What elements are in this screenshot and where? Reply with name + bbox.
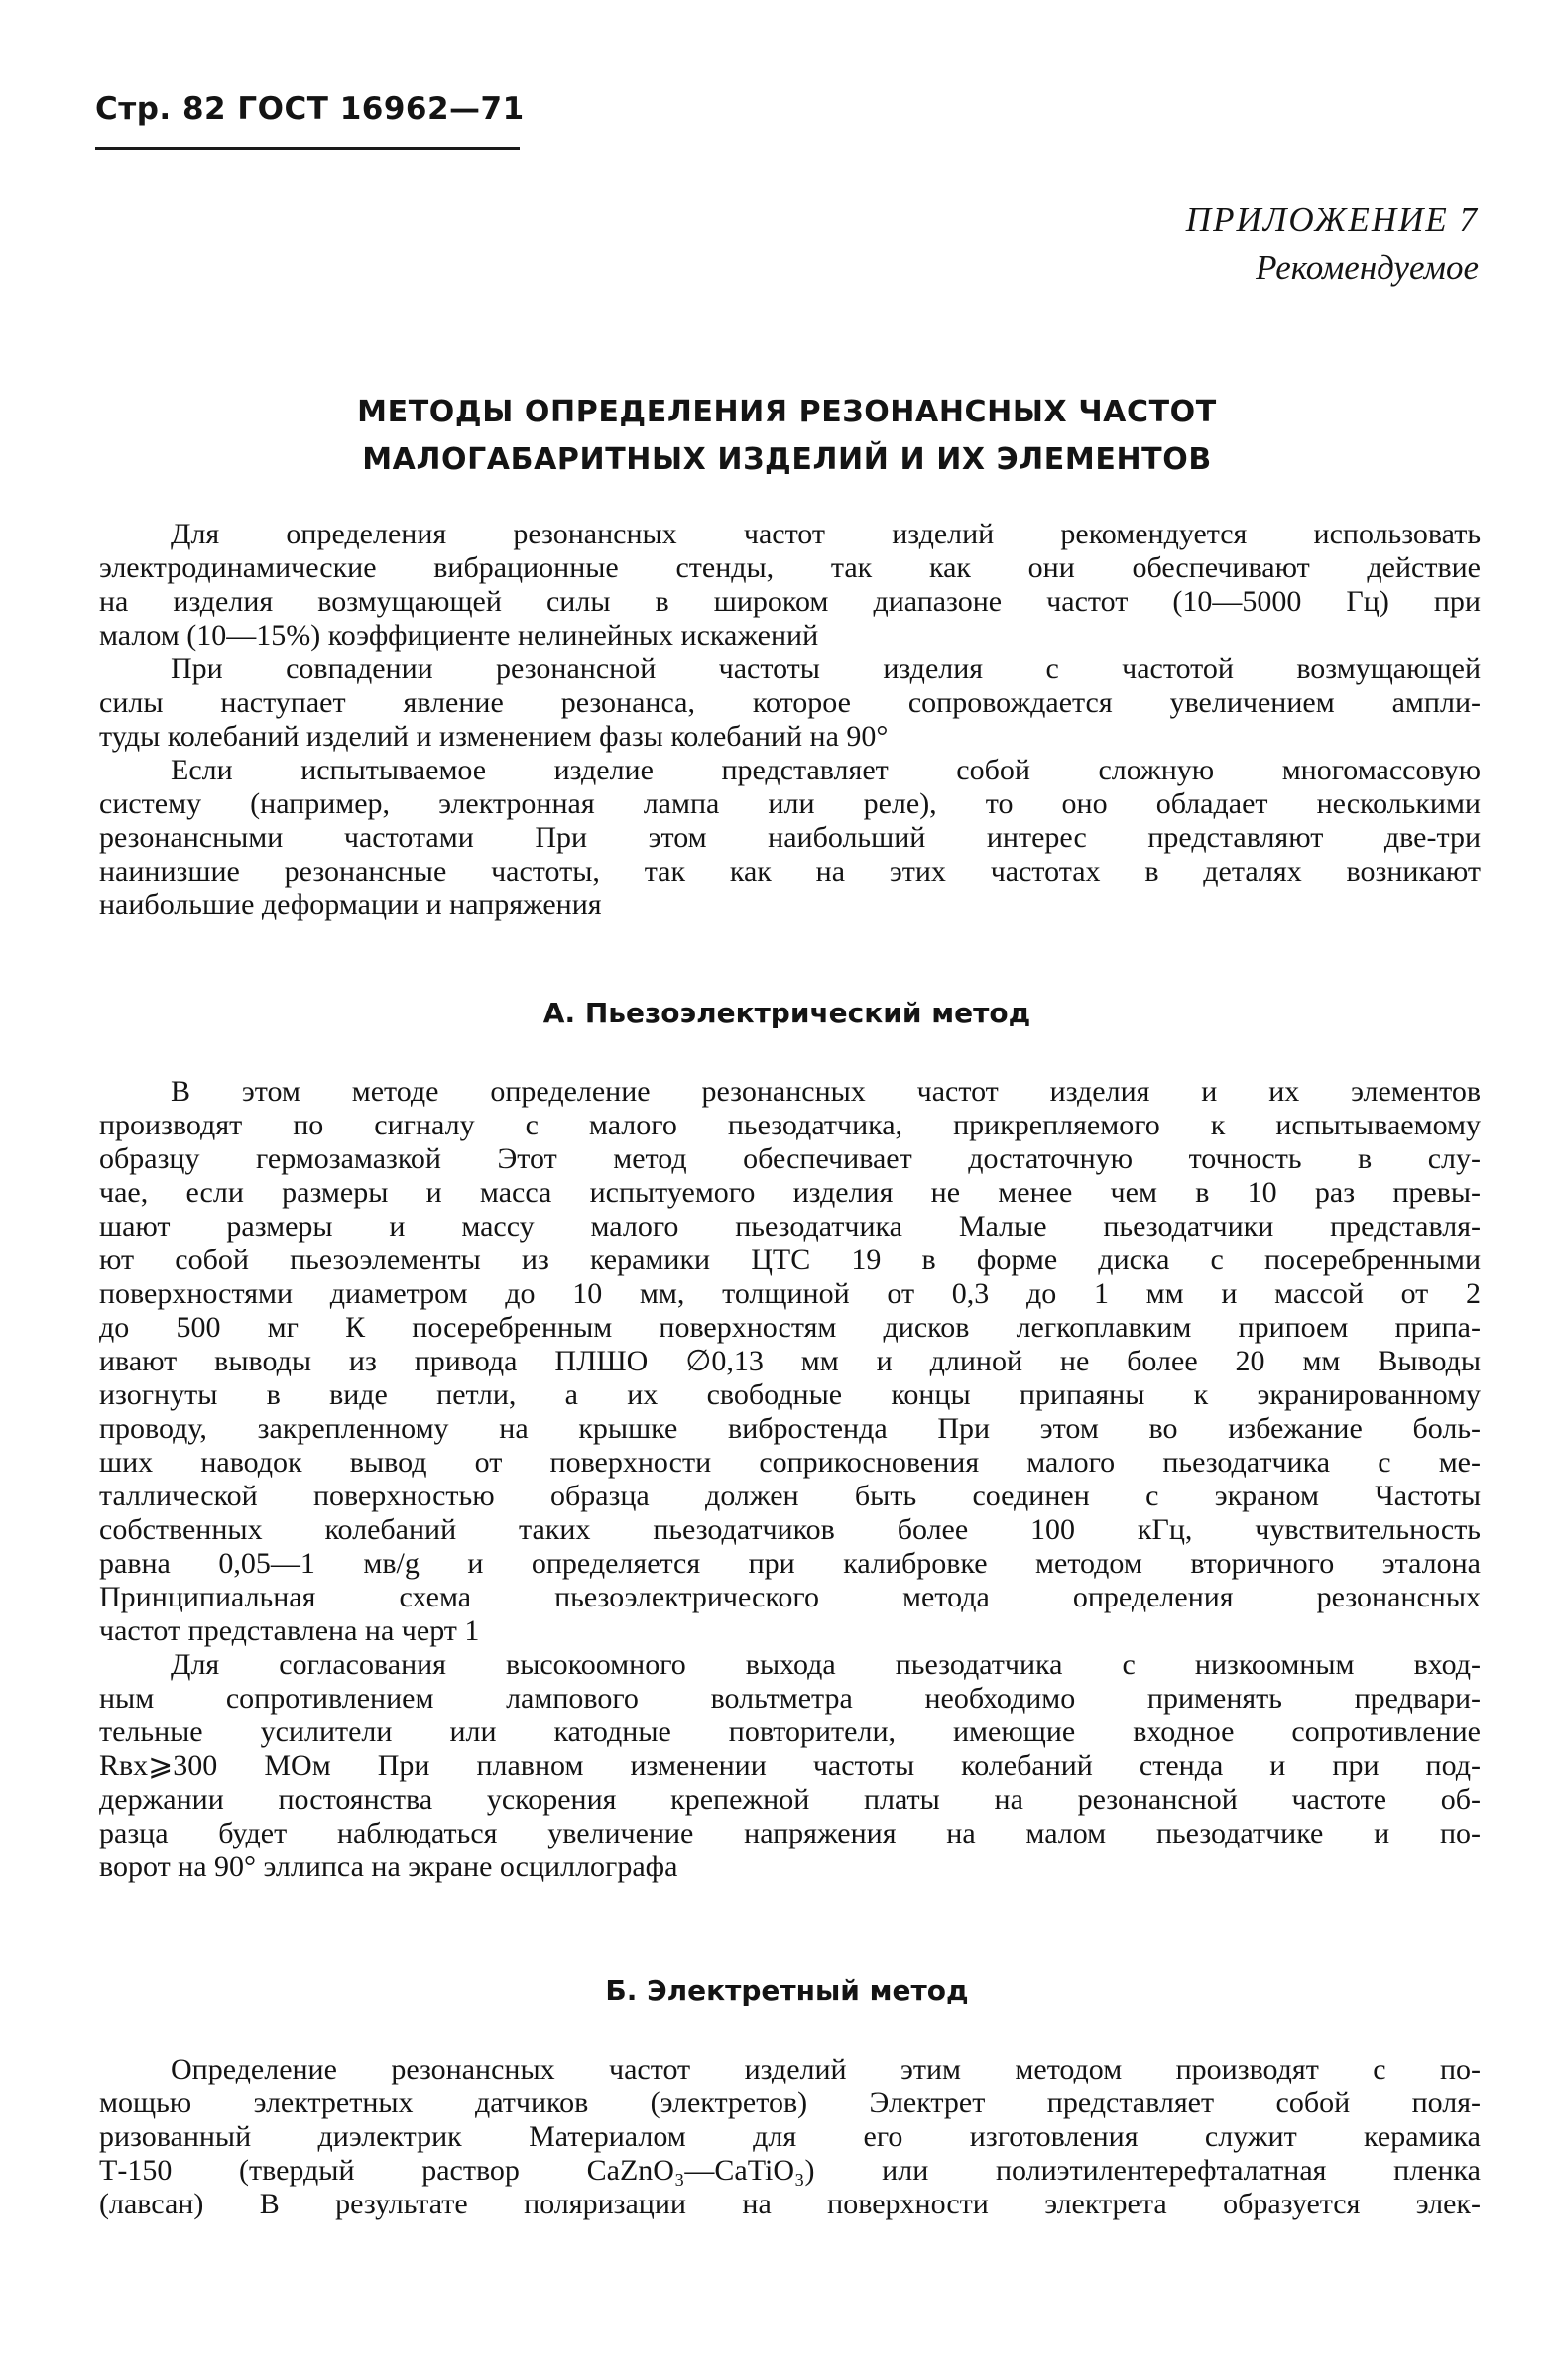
header-rule [95, 147, 520, 150]
text-line: Принципиальная схема пьезоэлектрического метода определения резонансных [99, 1581, 1481, 1613]
intro-text [99, 518, 1481, 922]
text-line: электродинамические вибрационные стенды, так как они обеспечивают действие [99, 551, 1481, 584]
text-line: силы наступает явление резонанса, которое сопровождается увеличением ампли- [99, 686, 1481, 719]
text-line: мощью электретных датчиков (электретов) Электрет представляет собой поля- [99, 2086, 1481, 2119]
text-line: ризованный диэлектрик Материалом для его изготовления служит керамика [99, 2120, 1481, 2153]
section-b-text [99, 2053, 1481, 2221]
text-line: ют собой пьезоэлементы из керамики ЦТС 19 в форме диска с посеребренными [99, 1244, 1481, 1276]
text-line: ивают выводы из привода ПЛШО ∅0,13 мм и длиной не более 20 мм Выводы [99, 1345, 1481, 1377]
text-line: держании постоянства ускорения крепежной платы на резонансной частоте об- [99, 1783, 1481, 1816]
text-line: При совпадении резонансной частоты изделия с частотой возмущающей [171, 653, 1481, 685]
section-heading-electret: Б. Электретный метод [605, 1974, 969, 2007]
text-line: на изделия возмущающей силы в широком диапазоне частот (10—5000 Гц) при [99, 585, 1481, 618]
text-line: таллической поверхностью образца должен быть соединен с экраном Частоты [99, 1480, 1481, 1512]
text-line: шают размеры и массу малого пьезодатчика Малые пьезодатчики представля- [99, 1210, 1481, 1243]
text-line: Для определения резонансных частот изделий рекомендуется использовать [171, 518, 1481, 550]
text-line: до 500 мг К посеребренным поверхностям дисков легкоплавким припоем припа- [99, 1311, 1481, 1344]
text-line: поверхностями диаметром до 10 мм, толщиной от 0,3 до 1 мм и массой от 2 [99, 1277, 1481, 1310]
text-line: производят по сигналу с малого пьезодатчика, прикрепляемого к испытываемому [99, 1109, 1481, 1141]
text-line: равна 0,05—1 мв/g и определяется при калибровке методом вторичного эталона [99, 1547, 1481, 1580]
appendix-label [1186, 196, 1479, 292]
text-line: Определение резонансных частот изделий этим методом производят с по- [171, 2053, 1481, 2085]
text-line: разца будет наблюдаться увеличение напряжения на малом пьезодатчике и по- [99, 1817, 1481, 1849]
text-line: проводу, закрепленному на крышке вибростенда При этом во избежание боль- [99, 1412, 1481, 1445]
text-line: ным сопротивлением лампового вольтметра необходимо применять предвари- [99, 1682, 1481, 1715]
document-title [95, 389, 1479, 484]
text-line: Rвх⩾300 МОм При плавном изменении частоты колебаний стенда и при под- [99, 1749, 1481, 1782]
text-line: систему (например, электронная лампа или реле), то оно обладает несколькими [99, 787, 1481, 820]
text-line: резонансными частотами При этом наибольший интерес представляют две-три [99, 821, 1481, 854]
text-line: Если испытываемое изделие представляет собой сложную многомассовую [171, 754, 1481, 786]
text-line: изогнуты в виде петли, а их свободные концы припаяны к экранированному [99, 1378, 1481, 1411]
appendix-subtitle: Рекомендуемое [1256, 248, 1479, 287]
text-line: Т-150 (твердый раствор CaZnO₃—CaTiO₃) или полиэтилентерефталатная пленка [99, 2154, 1481, 2187]
section-a-text [99, 1075, 1481, 1884]
page-header: Стр. 82 ГОСТ 16962—71 [95, 91, 525, 127]
text-line: Для согласования высокоомного выхода пьезодатчика с низкоомным вход- [171, 1648, 1481, 1681]
text-line: частот представлена на черт 1 [99, 1614, 480, 1647]
text-line: В этом методе определение резонансных частот изделия и их элементов [171, 1075, 1481, 1108]
section-heading-piezo: А. Пьезоэлектрический метод [542, 997, 1031, 1029]
text-line: наинизшие резонансные частоты, так как на этих частотах в деталях возникают [99, 855, 1481, 888]
text-line: чае, если размеры и масса испытуемого изделия не менее чем в 10 раз превы- [99, 1176, 1481, 1209]
text-line: туды колебаний изделий и изменением фазы колебаний на 90° [99, 720, 889, 753]
text-line: собственных колебаний таких пьезодатчиков более 100 кГц, чувствительность [99, 1513, 1481, 1546]
text-line: образцу гермозамазкой Этот метод обеспечивает достаточную точность в слу- [99, 1142, 1481, 1175]
title-line: МЕТОДЫ ОПРЕДЕЛЕНИЯ РЕЗОНАНСНЫХ ЧАСТОТ [357, 395, 1217, 429]
appendix-title: ПРИЛОЖЕНИЕ 7 [1185, 200, 1479, 239]
text-line: (лавсан) В результате поляризации на поверхности электрета образуется элек- [99, 2188, 1481, 2220]
text-line: ворот на 90° эллипса на экране осциллографа [99, 1850, 678, 1883]
text-line: малом (10—15%) коэффициенте нелинейных искажений [99, 619, 819, 652]
text-line: тельные усилители или катодные повторители, имеющие входное сопротивление [99, 1716, 1481, 1748]
title-line: МАЛОГАБАРИТНЫХ ИЗДЕЛИЙ И ИХ ЭЛЕМЕНТОВ [362, 442, 1212, 477]
text-line: наибольшие деформации и напряжения [99, 889, 602, 921]
text-line: ших наводок вывод от поверхности соприкосновения малого пьезодатчика с ме- [99, 1446, 1481, 1479]
